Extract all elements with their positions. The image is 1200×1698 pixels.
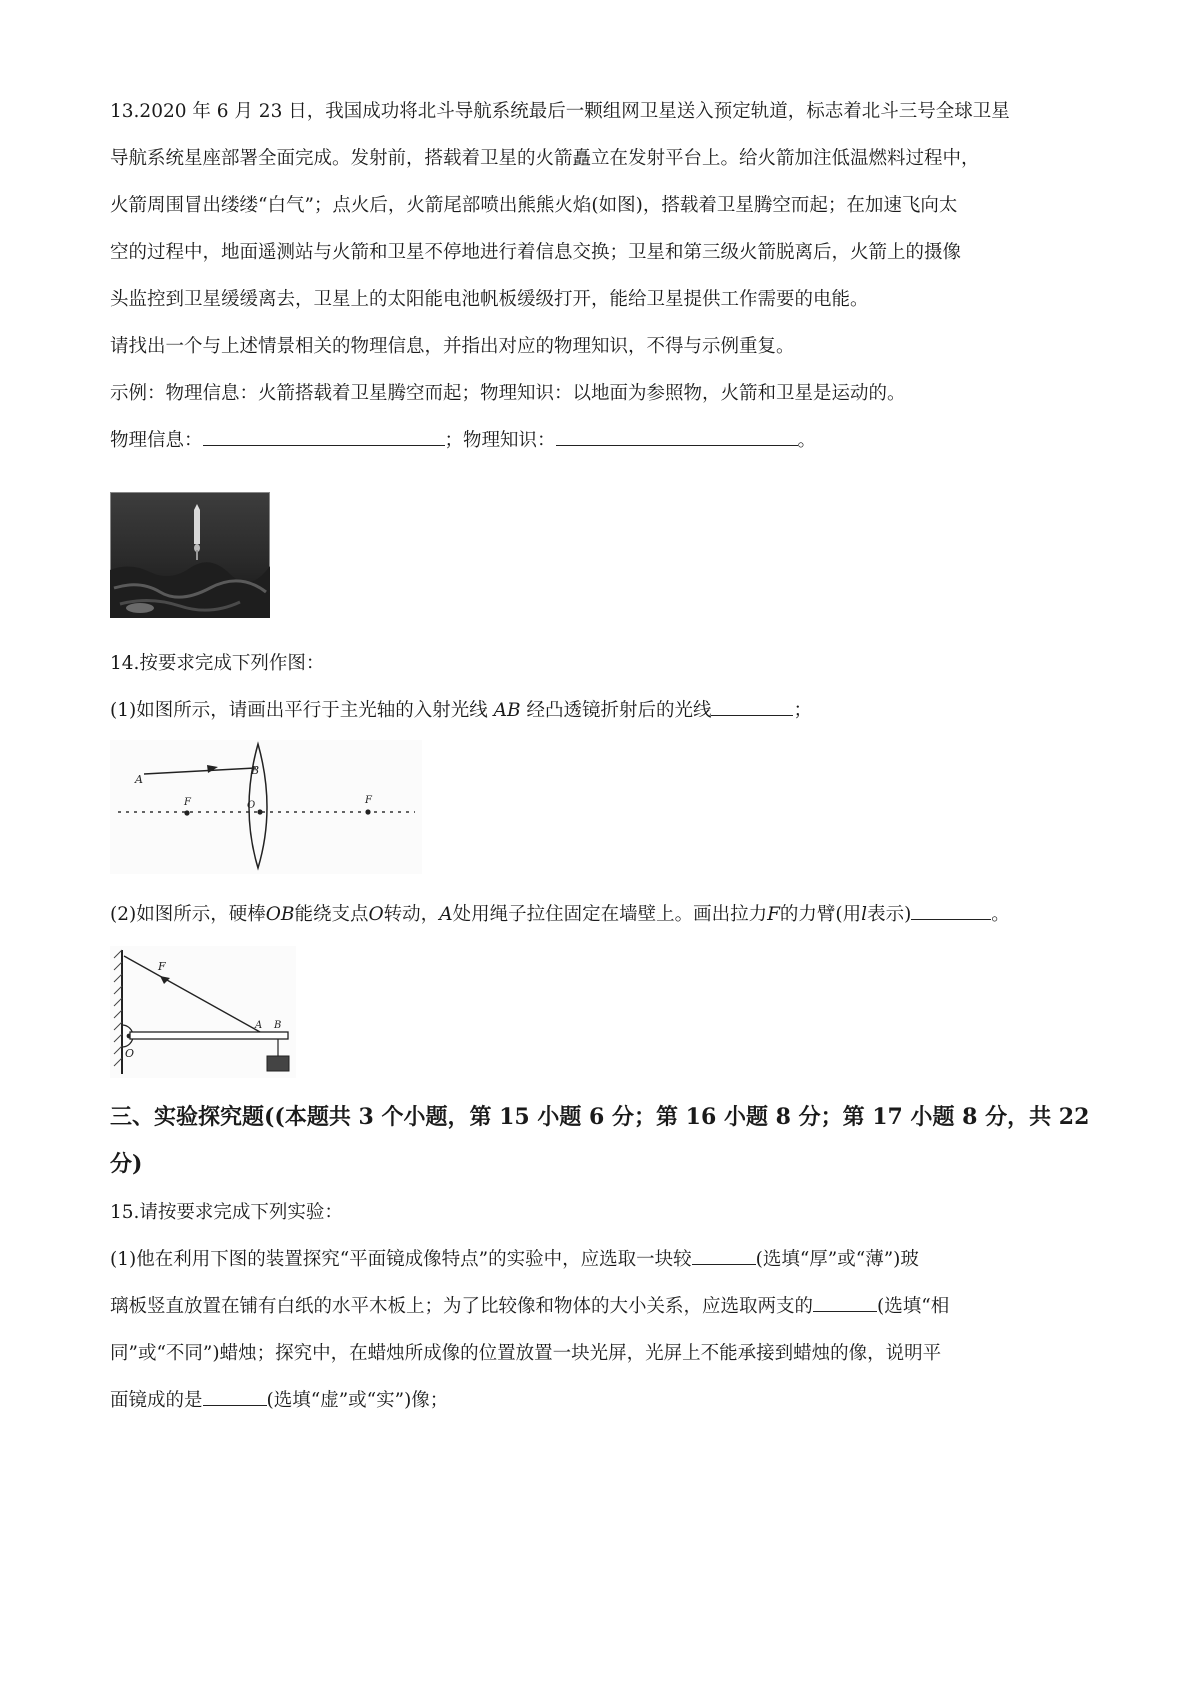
q14-part2: [110, 891, 1100, 938]
q15-blank-candle[interactable]: [813, 1291, 877, 1312]
q14-title: 14.按要求完成下列作图：: [110, 653, 325, 674]
section-3-line-1: 三、实验探究题((本题共 3 个小题，第 15 小题 6 分；第 16 小题 8 分；第 17 小题 8 分，共 22: [110, 1104, 1090, 1130]
q13-line-3: 火箭周围冒出缕缕“白气”；点火后，火箭尾部喷出熊熊火焰(如图)，搭载着卫星腾空而起；在加速飞向太: [110, 195, 958, 216]
q15-l4-text-b: (选填“虚”或“实”)像；: [266, 1390, 449, 1411]
q13-line-2: 导航系统星座部署全面完成。发射前，搭载着卫星的火箭矗立在发射平台上。给火箭加注低温燃料过程中，: [110, 148, 980, 169]
p2-text-c: 转动，: [383, 904, 440, 925]
p2-var-a: A: [439, 904, 453, 925]
lever-diagram: [110, 946, 296, 1078]
q13-instruction: 请找出一个与上述情景相关的物理信息，并指出对应的物理知识，不得与示例重复。: [110, 336, 795, 357]
label-f-left: F: [184, 797, 191, 808]
answer-end: 。: [797, 430, 817, 451]
p2-var-o: O: [368, 904, 384, 925]
q13-example: 示例：物理信息：火箭搭载着卫星腾空而起；物理知识：以地面为参照物，火箭和卫星是运动的。: [110, 383, 906, 404]
q13-paragraph: [110, 88, 1100, 464]
q15-l4-text-a: 面镜成的是: [110, 1390, 203, 1411]
q13-answer-line: [110, 417, 1100, 464]
q14-part2-blank[interactable]: [911, 899, 991, 920]
q14-part1-text-b: 经凸透镜折射后的光线: [520, 700, 712, 721]
q13-line-1: 13.2020 年 6 月 23 日，我国成功将北斗导航系统最后一颗组网卫星送入预定轨道，标志着北斗三号全球卫星: [110, 101, 1010, 122]
p2-var-l: l: [861, 904, 868, 925]
weight-block: [267, 1056, 289, 1071]
p2-text-b: 能绕支点: [294, 904, 369, 925]
section-3-line-2: 分): [110, 1151, 143, 1177]
q14-part1: [110, 687, 1100, 734]
q15-block: [110, 1189, 1100, 1424]
q15-line-3: 同”或“不同”)蜡烛；探究中，在蜡烛所成像的位置放置一块光屏，光屏上不能承接到蜡烛的像，说明平: [110, 1343, 942, 1364]
q15-blank-image-type[interactable]: [203, 1385, 267, 1406]
answer-knowledge-label: ；物理知识：: [444, 430, 556, 451]
p2-text-g: 表示): [867, 904, 912, 925]
q15-line-2: [110, 1283, 1100, 1330]
q13-line-5: 头监控到卫星缓缓离去，卫星上的太阳能电池帆板缓级打开，能给卫星提供工作需要的电能。: [110, 289, 869, 310]
q14-part1-blank[interactable]: [711, 695, 793, 716]
optical-center: [257, 809, 262, 814]
label-f-right: F: [365, 795, 372, 806]
q14-part2-line: [110, 891, 1100, 938]
q15-l2-text-b: (选填“相: [877, 1296, 950, 1317]
p2-var-ob: OB: [265, 904, 295, 925]
q15-l1-text-b: (选填“厚”或“薄”)玻: [755, 1249, 919, 1270]
q14-part1-text-a: (1)如图所示，请画出平行于主光轴的入射光线: [110, 700, 494, 721]
answer-blank-info[interactable]: [203, 425, 445, 446]
label-a: A: [135, 773, 143, 786]
rod-ob: [130, 1032, 288, 1039]
p2-end: 。: [991, 904, 1010, 925]
section-3-heading: [110, 1094, 1100, 1188]
p2-text-e: 的力臂(用: [779, 904, 862, 925]
p2-text-a: (2)如图所示，硬棒: [110, 904, 266, 925]
p2-text-d: 处用绳子拉住固定在墙壁上。画出拉力: [452, 904, 768, 925]
p2-var-f: F: [767, 904, 780, 925]
label-b: B: [251, 764, 260, 777]
q14-var-ab: AB: [493, 700, 521, 721]
rocket-launch-photo: [110, 492, 270, 618]
label-f: F: [158, 960, 166, 973]
q14-block: [110, 640, 1100, 734]
q14-part1-end: ；: [793, 700, 812, 721]
answer-blank-knowledge[interactable]: [556, 425, 798, 446]
answer-info-label: 物理信息：: [110, 430, 203, 451]
label-b-lever: B: [274, 1020, 282, 1031]
q15-blank-thickness[interactable]: [692, 1244, 756, 1265]
q15-title: 15.请按要求完成下列实验：: [110, 1202, 343, 1223]
label-o-lever: O: [125, 1047, 135, 1060]
focal-point-right: [365, 809, 370, 814]
label-a-lever: A: [255, 1020, 263, 1031]
focal-point-left: [184, 810, 189, 815]
q15-l2-text-a: 璃板竖直放置在铺有白纸的水平木板上；为了比较像和物体的大小关系，应选取两支的: [110, 1296, 814, 1317]
q13-line-4: 空的过程中，地面遥测站与火箭和卫星不停地进行着信息交换；卫星和第三级火箭脱离后，火箭上的摄像: [110, 242, 962, 263]
q15-l1-text-a: (1)他在利用下图的装置探究“平面镜成像特点”的实验中，应选取一块较: [110, 1249, 692, 1270]
q15-line-4: [110, 1377, 1100, 1424]
convex-lens-diagram: [110, 740, 422, 874]
label-o: O: [247, 800, 256, 811]
q15-line-1: [110, 1236, 1100, 1283]
